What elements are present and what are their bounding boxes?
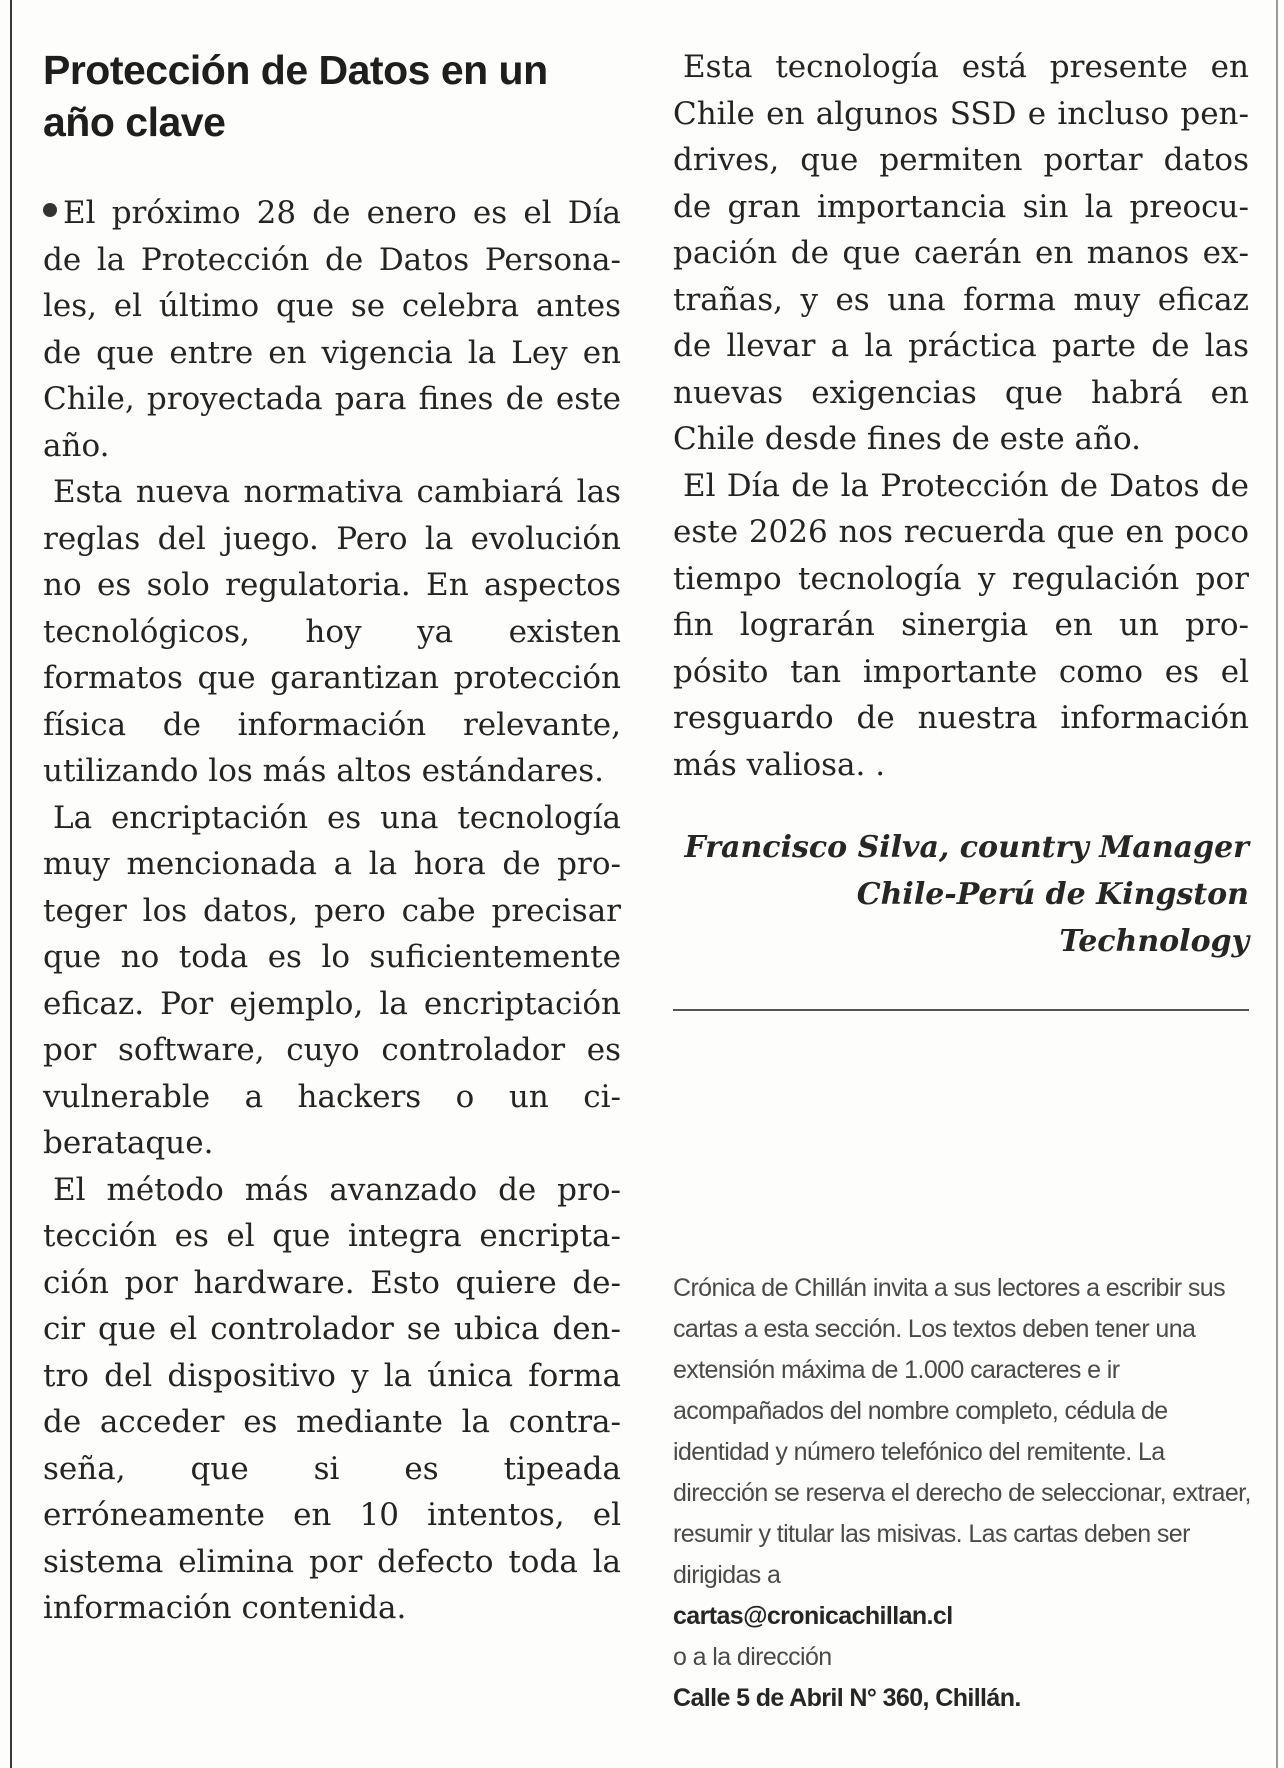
signature-divider xyxy=(673,1009,1249,1011)
article-paragraph-3: La encriptación es una tecnología muy mencionada a la hora de proteger los datos, pero cabe precisar que no toda es lo suficientemente eficaz. Por ejemplo, la encriptación por software, cuyo controlador es vulnerable a hackers o un ciberataque. xyxy=(43,799,621,1161)
article-column-left xyxy=(43,44,621,1632)
article-headline: Protección de Datos en un año clave xyxy=(43,47,548,145)
letters-notice-text: Crónica de Chillán invita a sus lectores a escribir sus cartas a esta sección. Los textos deben tener una extensión máxima de 1.000 caracteres e ir acompañados del nombre completo, cédula de identidad y número telefónico del remitente. La dirección se reserva el derecho de seleccionar, extraer, resumir y titular las misivas. Las cartas deben ser dirigidas a xyxy=(673,1274,1251,1589)
article-paragraph-1 xyxy=(43,190,621,469)
article-paragraph-2: Esta nueva normativa cambiará las reglas del juego. Pero la evolución no es solo regulatoria. En aspectos tecnológicos, hoy ya existen formatos que garantizan protección física de información relevante, utilizando los más altos estándares. xyxy=(43,474,621,789)
bullet-dot-icon xyxy=(43,203,57,217)
article-paragraph-6: El Día de la Protección de Datos de este 2026 nos recuerda que en poco tiempo tecnología y regulación por fin lograrán sinergia en un propósito tan importante como es el resguardo de nuestra información más valiosa. . xyxy=(673,467,1249,783)
column-rule-right xyxy=(1276,0,1278,1768)
letters-email: cartas@cronicachillan.cl xyxy=(673,1602,953,1630)
letters-notice xyxy=(673,1268,1253,1719)
article-signature: Francisco Silva, country Manager Chile-Perú de Kingston Technology xyxy=(684,830,1249,959)
letters-address: Calle 5 de Abril N° 360, Chillán. xyxy=(673,1684,1021,1712)
letters-connector: o a la dirección xyxy=(673,1643,832,1671)
article-paragraph-5: Esta tecnología está presente en Chile en algunos SSD e incluso pendrives, que permiten portar datos de gran importancia sin la preocupación de que caerán en manos extrañas, y es una forma muy eficaz de llevar a la práctica parte de las nuevas exigencias que habrá en Chile desde fines de este año. xyxy=(673,49,1249,457)
article-paragraph-4: El método más avanzado de protección es el que integra encriptación por hardware. Esto quiere decir que el controlador se ubica dentro del dispositivo y la única forma de acceder es mediante la contraseña, que si es tipeada erróneamente en 10 intentos, el sistema elimina por defecto toda la información contenida. xyxy=(43,1171,621,1626)
article-paragraph-1-text: El próximo 28 de enero es el Día de la Protección de Datos Personales, el último que se celebra antes de que entre en vigencia la Ley en Chile, proyectada para fines de este año. xyxy=(43,195,621,464)
column-rule-left xyxy=(10,0,12,1768)
article-column-right xyxy=(673,44,1249,1011)
